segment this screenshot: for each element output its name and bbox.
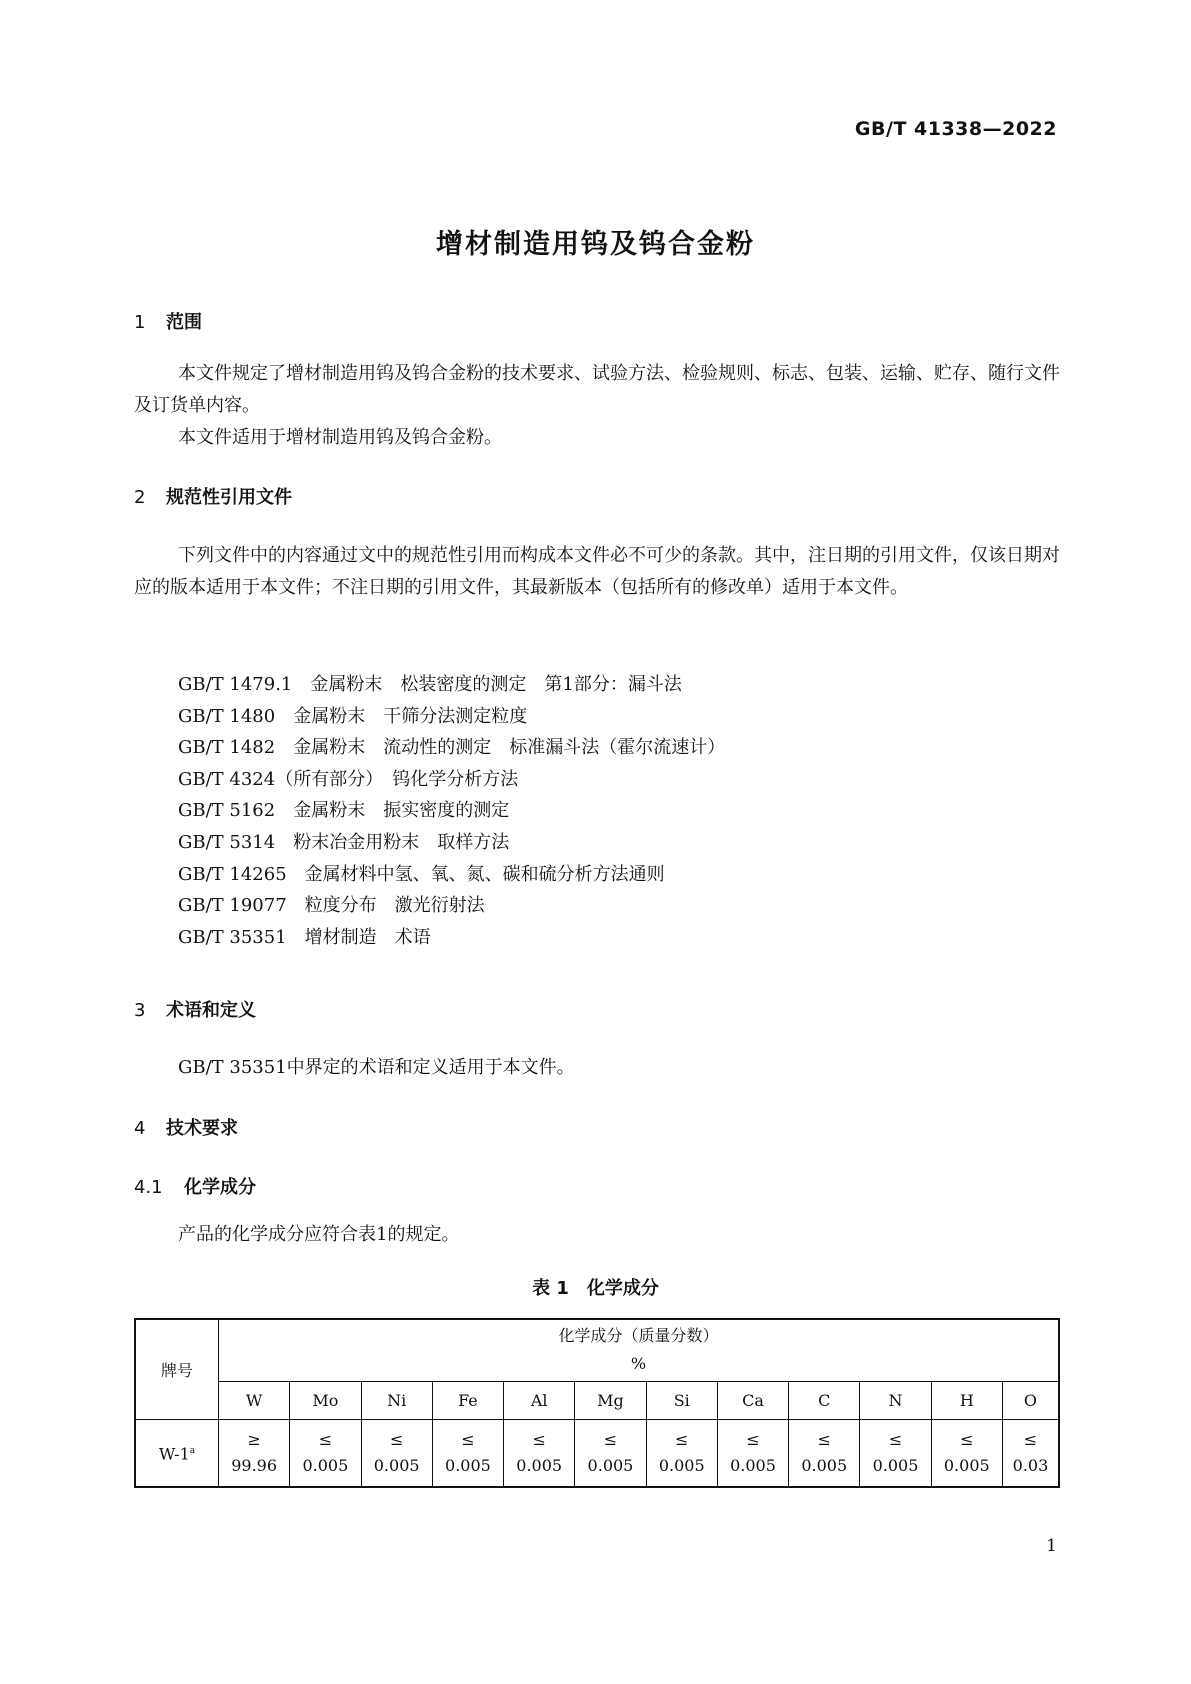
composition-value: 0.03 <box>1012 1455 1049 1475</box>
element-header: Fe <box>432 1381 503 1419</box>
composition-value: 0.005 <box>587 1455 634 1475</box>
element-header: Ni <box>361 1381 432 1419</box>
section-title: 术语和定义 <box>166 1000 256 1021</box>
composition-value: 0.005 <box>373 1455 420 1475</box>
composition-value: 0.005 <box>516 1455 563 1475</box>
composition-cell <box>361 1419 432 1487</box>
composition-cell <box>789 1419 860 1487</box>
comparison-operator: ≥ <box>247 1429 261 1449</box>
reference-item: GB/T 1482 金属粉末 流动性的测定 标准漏斗法（霍尔流速计） <box>178 737 726 759</box>
comparison-operator: ≤ <box>461 1429 475 1449</box>
element-header: Mo <box>290 1381 361 1419</box>
composition-cell <box>432 1419 503 1487</box>
section-number: 1 <box>134 312 146 333</box>
element-header: W <box>219 1381 290 1419</box>
group-header-label: 化学成分（质量分数） <box>558 1326 719 1346</box>
section-title: 化学成分 <box>184 1177 256 1198</box>
comparison-operator: ≤ <box>1023 1429 1038 1449</box>
composition-cell <box>1002 1419 1059 1487</box>
section-number: 4.1 <box>134 1177 163 1198</box>
section-2-paragraph-1: 下列文件中的内容通过文中的规范性引用而构成本文件必不可少的条款。其中，注日期的引用文件，仅该日期对应的版本适用于本文件；不注日期的引用文件，其最新版本（包括所有的修改单）适用于本文件。 <box>134 545 1060 598</box>
section-1-paragraph-1: 本文件规定了增材制造用钨及钨合金粉的技术要求、试验方法、检验规则、标志、包装、运输、贮存、随行文件及订货单内容。 <box>134 363 1060 416</box>
element-header: Si <box>646 1381 717 1419</box>
section-title: 技术要求 <box>166 1118 238 1139</box>
section-1-paragraph-2: 本文件适用于增材制造用钨及钨合金粉。 <box>178 427 502 448</box>
section-number: 2 <box>134 487 146 508</box>
reference-item: GB/T 1479.1 金属粉末 松装密度的测定 第1部分：漏斗法 <box>178 674 682 695</box>
document-title: 增材制造用钨及钨合金粉 <box>436 229 755 260</box>
composition-value: 0.005 <box>302 1455 349 1475</box>
composition-group-header <box>219 1319 1060 1381</box>
comparison-operator: ≤ <box>675 1429 689 1449</box>
section-3-paragraph-1: GB/T 35351中界定的术语和定义适用于本文件。 <box>178 1057 575 1078</box>
comparison-operator: ≤ <box>389 1429 404 1449</box>
chemical-composition-table <box>134 1318 1060 1488</box>
composition-value: 0.005 <box>943 1455 990 1475</box>
comparison-operator: ≤ <box>960 1429 974 1449</box>
table-row <box>135 1419 1059 1487</box>
reference-item: GB/T 14265 金属材料中氢、氧、氮、碳和硫分析方法通则 <box>178 863 665 885</box>
element-header: Al <box>504 1381 575 1419</box>
reference-item: GB/T 35351 增材制造 术语 <box>178 926 431 948</box>
section-number: 4 <box>134 1118 146 1139</box>
unit-label: % <box>630 1354 647 1374</box>
reference-item: GB/T 5314 粉末冶金用粉末 取样方法 <box>178 831 510 853</box>
section-3-heading <box>134 996 256 1022</box>
table-caption: 表 1 化学成分 <box>532 1278 659 1299</box>
section-2-heading <box>134 483 292 509</box>
composition-value: 0.005 <box>658 1455 705 1475</box>
reference-item: GB/T 19077 粒度分布 激光衍射法 <box>178 895 485 917</box>
comparison-operator: ≤ <box>532 1429 546 1449</box>
composition-cell <box>219 1419 290 1487</box>
section-4-heading <box>134 1114 238 1140</box>
element-header: Ca <box>717 1381 788 1419</box>
composition-value: 0.005 <box>872 1455 919 1475</box>
footnote-marker: a <box>189 1445 196 1456</box>
comparison-operator: ≤ <box>746 1429 760 1449</box>
section-title: 范围 <box>166 312 202 333</box>
composition-value: 0.005 <box>730 1455 776 1475</box>
element-header: Mg <box>575 1381 646 1419</box>
element-header: N <box>860 1381 931 1419</box>
reference-item: GB/T 4324（所有部分） 钨化学分析方法 <box>178 768 519 790</box>
element-header: H <box>931 1381 1002 1419</box>
comparison-operator: ≤ <box>888 1429 903 1449</box>
composition-value: 0.005 <box>445 1455 491 1475</box>
element-header: O <box>1002 1381 1059 1419</box>
section-4-1-paragraph-1: 产品的化学成分应符合表1的规定。 <box>178 1224 460 1245</box>
composition-cell <box>717 1419 788 1487</box>
section-4-1-heading <box>134 1173 256 1199</box>
composition-cell <box>504 1419 575 1487</box>
normative-reference-list <box>178 669 725 953</box>
comparison-operator: ≤ <box>318 1429 333 1449</box>
composition-value: 99.96 <box>231 1455 278 1475</box>
element-header: C <box>789 1381 860 1419</box>
section-title: 规范性引用文件 <box>166 487 292 508</box>
reference-item: GB/T 1480 金属粉末 干筛分法测定粒度 <box>178 705 528 727</box>
standard-code: GB/T 41338—2022 <box>854 118 1057 140</box>
grade-cell <box>135 1419 219 1487</box>
reference-item: GB/T 5162 金属粉末 振实密度的测定 <box>178 800 510 822</box>
composition-cell <box>575 1419 646 1487</box>
composition-cell <box>860 1419 931 1487</box>
section-1-heading <box>134 308 202 334</box>
grade-header: 牌号 <box>135 1319 219 1419</box>
comparison-operator: ≤ <box>817 1429 831 1449</box>
composition-cell <box>646 1419 717 1487</box>
composition-cell <box>290 1419 361 1487</box>
grade-value: W-1 <box>158 1444 190 1464</box>
section-number: 3 <box>134 1000 146 1021</box>
page-number: 1 <box>1046 1536 1057 1556</box>
comparison-operator: ≤ <box>603 1429 618 1449</box>
composition-value: 0.005 <box>801 1455 848 1475</box>
composition-cell <box>931 1419 1002 1487</box>
